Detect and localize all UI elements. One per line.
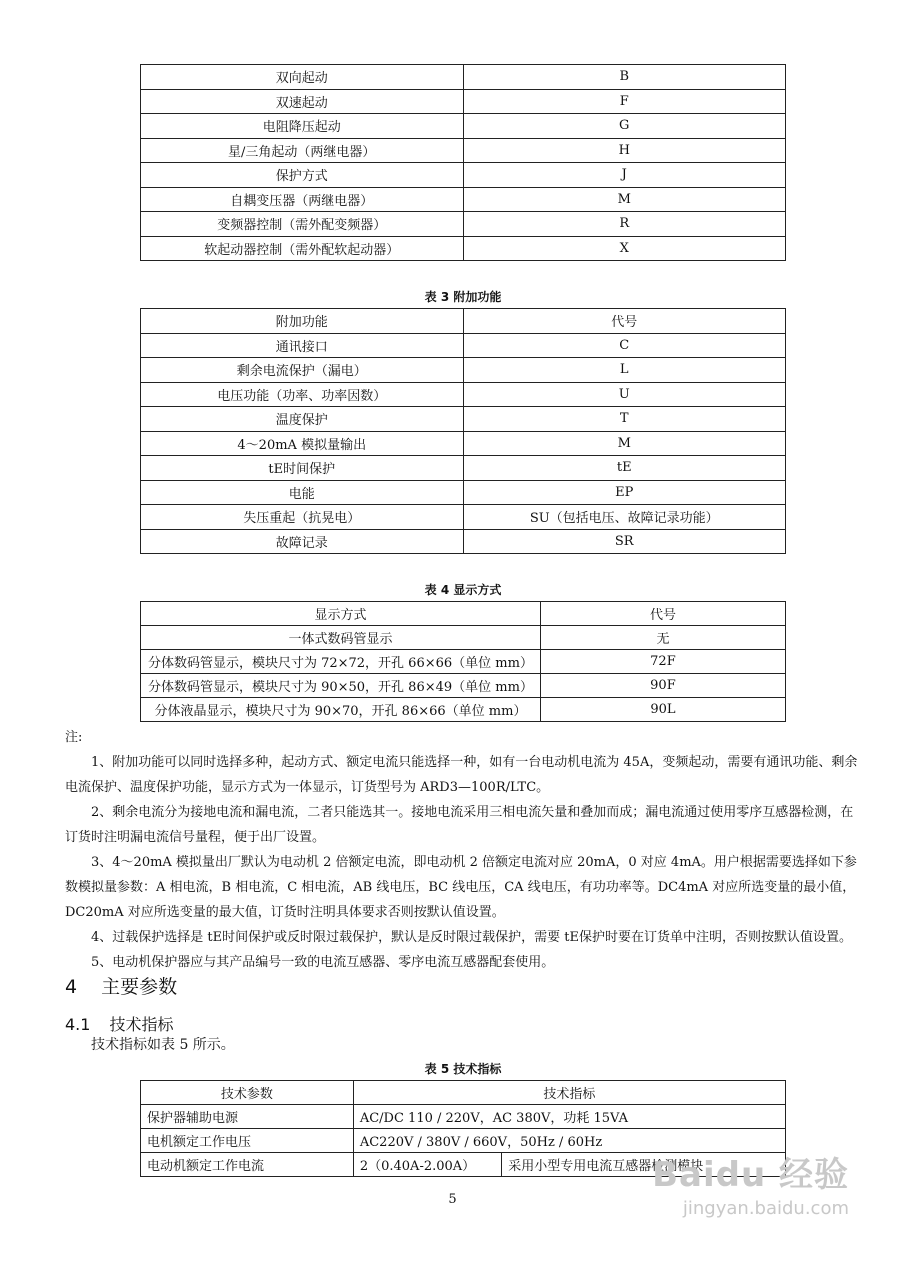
table-row [141,65,786,90]
note-item: 5、电动机保护器应与其产品编号一致的电流互感器、零序电流互感器配套使用。 [91,955,555,970]
table-row [141,1105,786,1129]
code-cell: EP [463,480,786,505]
name-cell: 电能 [141,480,464,505]
name-cell: 4～20mA 模拟量输出 [141,431,464,456]
header-cell: 显示方式 [141,602,541,626]
page-number: 5 [448,1192,457,1207]
param-cell: 电动机额定工作电流 [141,1153,354,1177]
code-cell: 90L [540,698,785,722]
table-row [141,187,786,212]
name-cell: 变频器控制（需外配变频器） [141,212,464,237]
table-row [141,407,786,432]
subsection-intro: 技术指标如表 5 所示。 [91,1037,235,1053]
name-cell: 分体数码管显示，模块尺寸为 90×50，开孔 86×49（单位 mm） [141,674,541,698]
code-cell: H [463,138,786,163]
param-cell: 保护器辅助电源 [141,1105,354,1129]
code-cell: SR [463,529,786,554]
section-number: 4 [65,976,78,998]
table-row [141,382,786,407]
note-item: 1、附加功能可以同时选择多种，起动方式、额定电流只能选择一种，如有一台电动机电流为 45A，变频起动，需要有通讯功能、剩余电流保护、温度保护功能，显示方式为一体显示，订货型号为 ARD3—100R/LTC。 [65,755,858,795]
note-item: 2、剩余电流分为接地电流和漏电流，二者只能选其一。接地电流采用三相电流矢量和叠加而成；漏电流通过使用零序互感器检测，在订货时注明漏电流信号量程，便于出厂设置。 [65,805,854,845]
code-cell: 无 [540,626,785,650]
param-cell: 电机额定工作电压 [141,1129,354,1153]
code-cell: M [463,431,786,456]
subsection-title: 技术指标 [109,1015,174,1034]
note-item: 3、4～20mA 模拟量出厂默认为电动机 2 倍额定电流，即电动机 2 倍额定电流对应 20mA，0 对应 4mA。用户根据需要选择如下参数模拟量参数：A 相电流，B 相电流，C 相电流，AB 线电压，BC 线电压，CA 线电压，有功功率等。DC4mA 对应所选变量的最小值，DC20mA 对应所选变量的最大值，订货时注明具体要求否则按默认值设置。 [65,855,857,920]
watermark-brand: Baidu 经验 [652,1155,849,1195]
watermark [652,1147,849,1219]
table-header-row [141,1081,786,1105]
notes-list [65,750,865,975]
header-cell: 代号 [463,309,786,334]
table-row [141,505,786,530]
table-row [141,89,786,114]
display-mode-table [140,601,786,722]
table-row [141,431,786,456]
header-cell: 技术指标 [353,1081,785,1105]
code-cell: G [463,114,786,139]
header-cell: 附加功能 [141,309,464,334]
table-row [141,626,786,650]
section-title: 主要参数 [101,976,178,998]
table-row [141,138,786,163]
section-heading [65,972,177,999]
table5-caption: 表 5 技术指标 [424,1062,502,1076]
code-cell: 90F [540,674,785,698]
name-cell: 星/三角起动（两继电器） [141,138,464,163]
notes-label: 注: [65,730,83,745]
startup-mode-table [140,64,786,261]
name-cell: 电压功能（功率、功率因数） [141,382,464,407]
name-cell: 一体式数码管显示 [141,626,541,650]
code-cell: R [463,212,786,237]
table-row [141,456,786,481]
code-cell: 72F [540,650,785,674]
name-cell: tE时间保护 [141,456,464,481]
table-row [141,650,786,674]
table-header-row [141,309,786,334]
table-row [141,674,786,698]
code-cell: SU（包括电压、故障记录功能） [463,505,786,530]
name-cell: 故障记录 [141,529,464,554]
watermark-url: jingyan.baidu.com [682,1198,849,1219]
header-cell: 代号 [540,602,785,626]
name-cell: 双向起动 [141,65,464,90]
table4-caption: 表 4 显示方式 [424,583,502,597]
code-cell: X [463,236,786,261]
table-row [141,358,786,383]
name-cell: 自耦变压器（两继电器） [141,187,464,212]
code-cell: tE [463,456,786,481]
code-cell: M [463,187,786,212]
name-cell: 保护方式 [141,163,464,188]
table3-caption: 表 3 附加功能 [424,290,502,304]
note-item: 4、过载保护选择是 tE时间保护或反时限过载保护，默认是反时限过载保护，需要 tE保护时要在订货单中注明，否则按默认值设置。 [91,930,852,945]
table-row [141,163,786,188]
note-cell: 采用小型专用电流互感器检测模块 [502,1153,786,1177]
value-cell: AC220V / 380V / 660V，50Hz / 60Hz [353,1129,785,1153]
value-cell: AC/DC 110 / 220V，AC 380V，功耗 15VA [353,1105,785,1129]
name-cell: 双速起动 [141,89,464,114]
header-cell: 技术参数 [141,1081,354,1105]
subsection-number: 4.1 [65,1015,91,1034]
name-cell: 软起动器控制（需外配软起动器） [141,236,464,261]
table-row [141,698,786,722]
table-header-row [141,602,786,626]
table-row [141,236,786,261]
code-cell: C [463,333,786,358]
code-cell: J [463,163,786,188]
name-cell: 剩余电流保护（漏电） [141,358,464,383]
code-cell: F [463,89,786,114]
name-cell: 通讯接口 [141,333,464,358]
table-row [141,480,786,505]
table-row [141,212,786,237]
table-row [141,333,786,358]
subsection-heading [65,1012,174,1035]
code-cell: L [463,358,786,383]
table-row [141,114,786,139]
name-cell: 电阻降压起动 [141,114,464,139]
name-cell: 失压重起（抗晃电） [141,505,464,530]
code-cell: T [463,407,786,432]
value-cell: 2（0.40A-2.00A） [353,1153,501,1177]
code-cell: U [463,382,786,407]
name-cell: 分体数码管显示，模块尺寸为 72×72，开孔 66×66（单位 mm） [141,650,541,674]
name-cell: 温度保护 [141,407,464,432]
name-cell: 分体液晶显示，模块尺寸为 90×70，开孔 86×66（单位 mm） [141,698,541,722]
additional-functions-table [140,308,786,554]
code-cell: B [463,65,786,90]
table-row [141,529,786,554]
